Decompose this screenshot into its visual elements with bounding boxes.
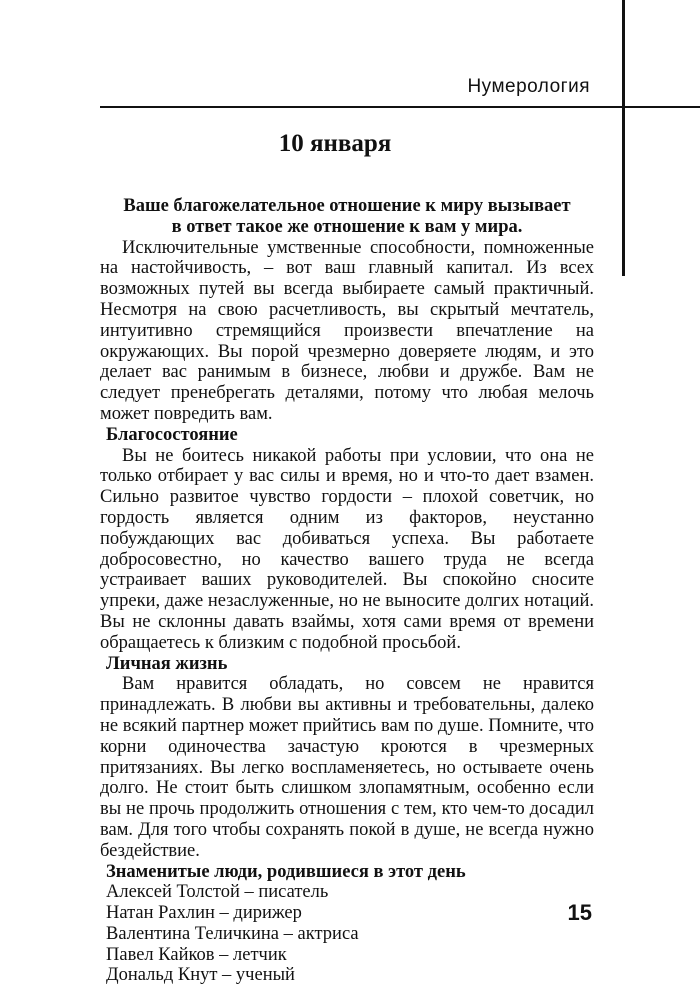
section-text-personal-life: Вам нравится обладать, но совсем не нравится принадлежать. В любви вы активны и требовательны, далеко не всякий партнер может прийтись вам по душе. Помните, что корни одиночества зачастую кроются в чрезмерных притязаниях. Вы легко воспламеняетесь, но остываете очень долго. Не стоит быть слишком злопамятным, особенно если вы не прочь продолжить отношения с тем, кто чем-то досадил вам. Для того чтобы сохранять покой в душе, не всегда нужно бездействие. — [100, 674, 594, 861]
intro-paragraph: Исключительные умственные способности, помноженные на настойчивость, – вот ваш главный капитал. Из всех возможных путей вы всегда выбираете самый практичный. Несмотря на свою расчетливость, вы скрытый мечтатель, интуитивно стремящийся произвести впечатление на окружающих. Вы порой чрезмерно доверяете людям, и это делает вас ранимым в бизнесе, любви и дружбе. Вам не следует пренебрегать деталями, потому что любая мелочь может повредить вам. — [100, 237, 594, 424]
running-header: Нумерология — [467, 76, 590, 97]
list-item: Валентина Теличкина – актриса — [106, 923, 359, 944]
section-heading-personal-life: Личная жизнь — [106, 653, 228, 674]
article-body — [100, 196, 594, 986]
section-heading-wealth: Благосостояние — [106, 424, 238, 445]
header-rule — [100, 106, 700, 108]
list-item: Дональд Кнут – ученый — [106, 965, 295, 986]
section-text-wealth: Вы не боитесь никакой работы при условии, что она не только отбирает у вас силы и время, но и что-то дает взамен. Сильно развитое чувство гордости – плохой советчик, но гордость является одним из факторов, неустанно побуждающих вас добиваться успеха. Вы работаете добросовестно, но качество вашего труда не всегда устраивает ваших руководителей. Вы спокойно сносите упреки, даже незаслуженные, но не выносите долгих нотаций. Вы не склонны давать взаймы, хотя сами время от времени обращаетесь к близким с подобной просьбой. — [100, 445, 594, 653]
subtitle — [100, 196, 594, 238]
page-title: 10 января — [278, 130, 392, 157]
page-number: 15 — [567, 900, 592, 925]
subtitle-line-2: в ответ такое же отношение к вам у мира. — [171, 216, 523, 237]
margin-vertical-rule — [622, 0, 625, 276]
list-item: Натан Рахлин – дирижер — [106, 903, 302, 924]
list-item: Павел Кайков – летчик — [106, 944, 287, 965]
famous-people-heading: Знаменитые люди, родившиеся в этот день — [106, 861, 466, 882]
list-item: Алексей Толстой – писатель — [106, 882, 329, 903]
subtitle-line-1: Ваше благожелательное отношение к миру вызывает — [123, 196, 571, 216]
famous-people-list — [100, 882, 594, 986]
